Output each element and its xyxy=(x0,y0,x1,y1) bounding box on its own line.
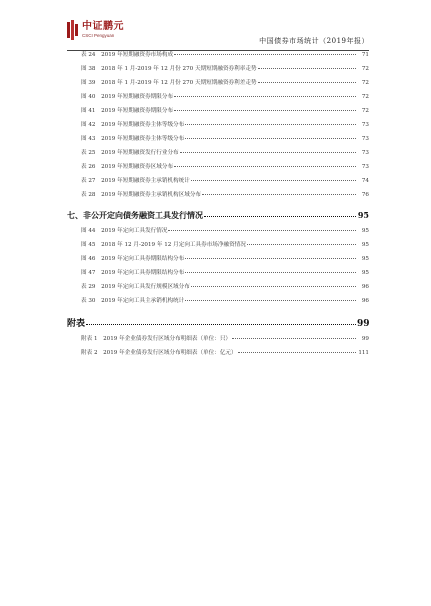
logo-english-name: CSCI Pengyuan xyxy=(82,32,115,38)
toc-entry[interactable] xyxy=(67,190,369,204)
toc-entry-title: 表 30 2019 年定向工具主承销机构统计 xyxy=(81,298,185,304)
toc-entry-title: 图 40 2019 年短期融资券期限分布 xyxy=(81,94,174,100)
toc-entry-page: 96 xyxy=(361,284,369,290)
toc-leader-dots xyxy=(232,338,356,339)
company-logo xyxy=(67,20,124,40)
toc-entry[interactable] xyxy=(67,92,369,106)
toc-leader-dots xyxy=(258,82,356,83)
toc-entry-title: 图 47 2019 年定向工具券期限结构分布 xyxy=(81,270,185,276)
logo-chinese-name: 中证鹏元 xyxy=(82,20,124,32)
toc-entry-page: 73 xyxy=(361,150,369,156)
toc-entry-page: 95 xyxy=(361,242,369,248)
toc-entry[interactable] xyxy=(67,176,369,190)
toc-entry[interactable] xyxy=(67,240,369,254)
toc-entry-title: 图 41 2019 年短期融资券期限分布 xyxy=(81,108,174,114)
toc-entry-page: 72 xyxy=(361,108,369,114)
toc-entry[interactable] xyxy=(67,348,369,362)
toc-entry[interactable] xyxy=(67,50,369,64)
toc-entry[interactable] xyxy=(67,268,369,282)
toc-group-section7 xyxy=(67,226,369,310)
toc-entry[interactable] xyxy=(67,106,369,120)
toc-entry-page: 95 xyxy=(361,228,369,234)
toc-leader-dots xyxy=(180,152,356,153)
toc-group-before xyxy=(67,50,369,204)
toc-leader-dots xyxy=(191,286,356,287)
toc-entry-page: 73 xyxy=(361,164,369,170)
toc-entry-page: 76 xyxy=(361,192,369,198)
toc-entry-title: 附表 1 2019 年企业债券发行区域分布明细表（单位：只） xyxy=(81,336,232,342)
toc-group-appendix xyxy=(67,334,369,362)
toc-entry-title: 图 39 2018 年 1 月-2019 年 12 月份 270 天期短期融资券利差走势 xyxy=(81,80,257,86)
toc-leader-dots xyxy=(168,230,356,231)
toc-entry-title: 图 43 2019 年短期融资券主体等级分布 xyxy=(81,136,185,142)
toc-entry-page: 74 xyxy=(361,178,369,184)
toc-leader-dots xyxy=(202,194,356,195)
toc-appendix-heading[interactable] xyxy=(67,310,369,334)
toc-entry[interactable] xyxy=(67,120,369,134)
page-header xyxy=(67,18,369,51)
toc-entry-title: 表 27 2019 年短期融资券主承销机构统计 xyxy=(81,178,190,184)
toc-entry-page: 72 xyxy=(361,80,369,86)
toc-leader-dots xyxy=(174,166,356,167)
toc-leader-dots xyxy=(174,96,356,97)
toc-entry-title: 表 26 2019 年短期融资券区域分布 xyxy=(81,164,174,170)
toc-entry-page: 95 xyxy=(361,270,369,276)
toc-entry[interactable] xyxy=(67,78,369,92)
toc-entry-page: 72 xyxy=(361,66,369,72)
toc-section-page: 95 xyxy=(357,210,369,220)
toc-entry[interactable] xyxy=(67,64,369,78)
toc-section-heading[interactable] xyxy=(67,204,369,226)
toc-entry[interactable] xyxy=(67,226,369,240)
toc-leader-dots xyxy=(238,352,356,353)
toc-entry-title: 图 45 2018 年 12 月-2019 年 12 月定向工具券市场净融资情况 xyxy=(81,242,246,248)
toc-leader-dots xyxy=(185,272,356,273)
toc-leader-dots xyxy=(174,110,356,111)
toc-leader-dots xyxy=(185,138,356,139)
toc-entry-page: 73 xyxy=(361,136,369,142)
toc-entry[interactable] xyxy=(67,282,369,296)
toc-leader-dots xyxy=(258,68,356,69)
toc-leader-dots xyxy=(185,258,356,259)
toc-entry-title: 附表 2 2019 年企业债券发行区域分布明细表（单位：亿元） xyxy=(81,350,237,356)
table-of-contents xyxy=(67,50,369,362)
toc-leader-dots xyxy=(247,244,356,245)
toc-entry-title: 表 25 2019 年短期融资发行行业分布 xyxy=(81,150,179,156)
toc-entry-page: 73 xyxy=(361,122,369,128)
toc-leader-dots xyxy=(204,216,356,217)
toc-entry-title: 表 29 2019 年定向工具发行规模区域分布 xyxy=(81,284,190,290)
toc-entry-title: 表 28 2019 年短期融资券主承销机构区域分布 xyxy=(81,192,202,198)
toc-entry-page: 72 xyxy=(361,94,369,100)
toc-entry-page: 99 xyxy=(361,336,369,342)
toc-entry-title: 图 44 2019 年定向工具发行情况 xyxy=(81,228,168,234)
toc-entry-title: 表 24 2019 年短期融资券市场构成 xyxy=(81,52,174,58)
toc-entry-page: 95 xyxy=(361,256,369,262)
toc-leader-dots xyxy=(191,180,356,181)
toc-leader-dots xyxy=(185,124,356,125)
toc-appendix-page: 99 xyxy=(357,319,370,329)
toc-entry[interactable] xyxy=(67,296,369,310)
toc-entry[interactable] xyxy=(67,162,369,176)
toc-entry[interactable] xyxy=(67,134,369,148)
toc-entry-title: 图 46 2019 年定向工具券期限结构分布 xyxy=(81,256,185,262)
toc-entry-page: 96 xyxy=(361,298,369,304)
toc-entry-title: 图 42 2019 年短期融资券主体等级分布 xyxy=(81,122,185,128)
toc-entry[interactable] xyxy=(67,148,369,162)
toc-appendix-title: 附表 xyxy=(67,319,86,329)
toc-section-title: 七、非公开定向债务融资工具发行情况 xyxy=(67,210,203,220)
toc-entry-page: 111 xyxy=(358,350,369,356)
toc-leader-dots xyxy=(86,324,356,325)
report-title: 中国债券市场统计（2019年报） xyxy=(259,37,369,45)
toc-entry-page: 71 xyxy=(361,52,369,58)
toc-leader-dots xyxy=(174,54,356,55)
toc-entry-title: 图 38 2018 年 1 月-2019 年 12 月份 270 天期短期融资券利率走势 xyxy=(81,66,257,72)
toc-entry[interactable] xyxy=(67,334,369,348)
toc-leader-dots xyxy=(185,300,356,301)
toc-entry[interactable] xyxy=(67,254,369,268)
logo-mark-icon xyxy=(67,20,78,40)
